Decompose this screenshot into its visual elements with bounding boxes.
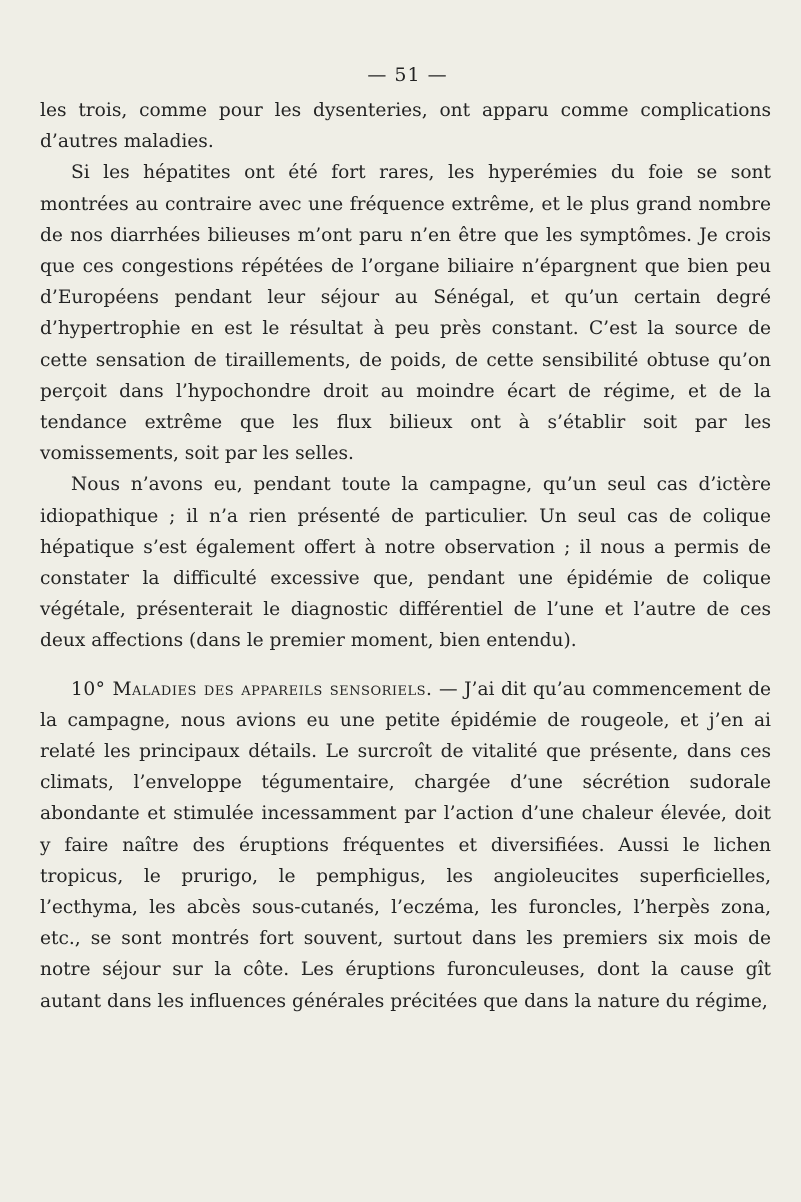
paragraph-sensory-diseases — [40, 674, 771, 1017]
page-number: — 51 — — [367, 64, 448, 86]
paragraph-continuation: les trois, comme pour les dysenteries, ont apparu comme complications d’autres maladies. — [40, 100, 771, 153]
paragraph-hepatitis: Si les hépatites ont été fort rares, les hyperémies du foie se sont montrées au contraire avec une fréquence extrême, et le plus grand nombre de nos diarrhées bilieuses m’ont paru n’en être que les symptômes. Je crois que ces congestions répétées de l’organe biliaire n’épargnent que bien peu d’Européens pendant leur séjour au Sénégal, et qu’un certain degré d’hypertrophie en est le résultat à peu près constant. C’est la source de cette sensation de tiraillements, de poids, de cette sensibilité obtuse qu’on perçoit dans l’hypochondre droit au moindre écart de régime, et de la tendance extrême que les flux bilieux ont à s’établir soit par les vomissements, soit par les selles. — [40, 162, 771, 465]
section-heading: 10° Maladies des appareils sensoriels. — [71, 678, 433, 700]
section-body: — J’ai dit qu’au commencement de la campagne, nous avions eu une petite épidémie de rougeole, et j’en ai relaté les principaux détails. Le surcroît de vitalité que présente, dans ces climats, l’enveloppe tégumentaire, chargée d’une sécrétion sudorale abondante et stimulée incessamment par l’action d’une chaleur élevée, doit y faire naître des éruptions fréquentes et diversifiées. Aussi le lichen tropicus, le prurigo, le pemphigus, les angioleucites superficielles, l’ecthyma, les abcès sous-cutanés, l’eczéma, les furoncles, l’herpès zona, etc., se sont montrés fort souvent, surtout dans les premiers six mois de notre séjour sur la côte. Les éruptions furonculeuses, dont la cause gît autant dans les influences générales précitées que dans la nature du régime, — [40, 678, 771, 1012]
paragraph-icterus: Nous n’avons eu, pendant toute la campagne, qu’un seul cas d’ictère idiopathique ; il n’a rien présenté de particulier. Un seul cas de colique hépatique s’est également offert à notre observation ; il nous a permis de constater la difficulté excessive que, pendant une épidémie de colique végétale, présenterait le diagnostic différentiel de l’une et l’autre de ces deux affections (dans le premier moment, bien entendu). — [40, 474, 771, 652]
